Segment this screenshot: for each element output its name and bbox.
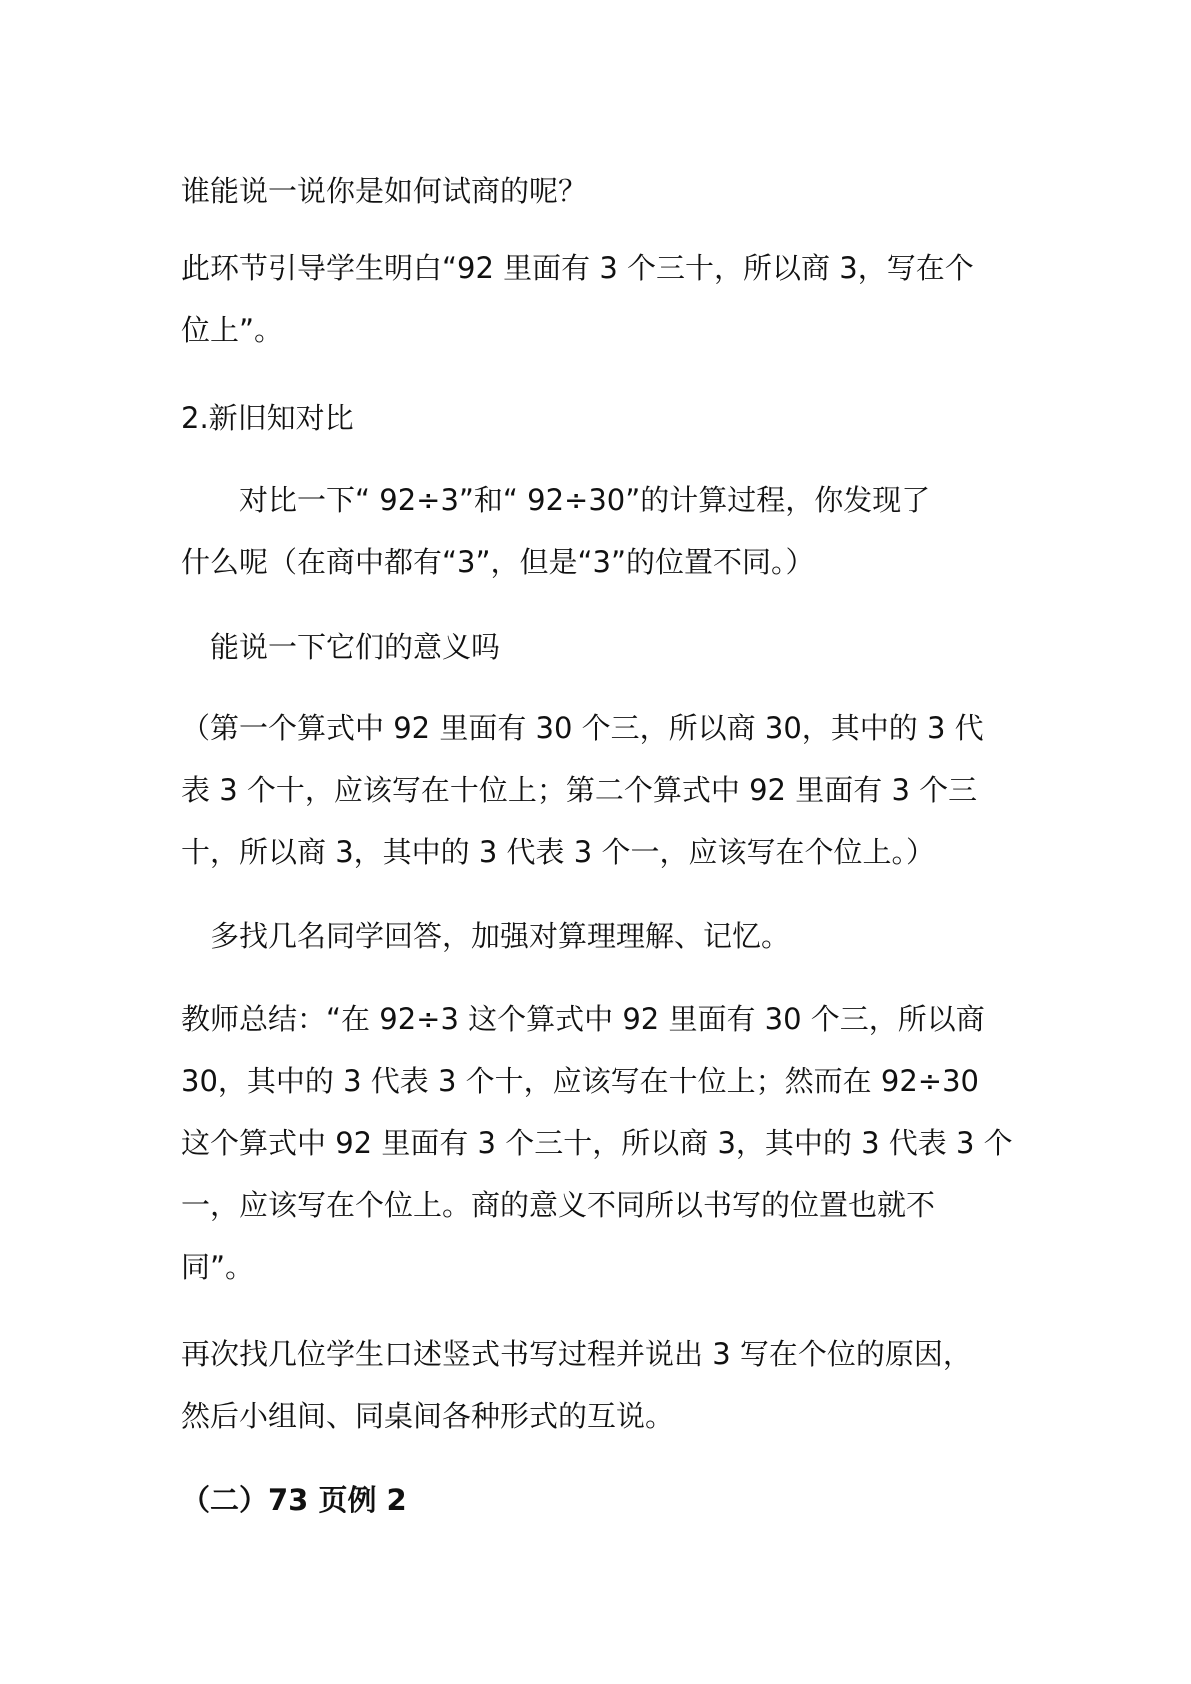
text-line: 能说一下它们的意义吗: [181, 630, 501, 664]
text-line: 什么呢（在商中都有“3”，但是“3”的位置不同。）: [181, 545, 815, 579]
text-line: 表 3 个十，应该写在十位上；第二个算式中 92 里面有 3 个三: [181, 773, 978, 807]
paragraph-guide-students: [181, 237, 1021, 361]
text-line: 同”。: [181, 1250, 255, 1284]
text-line: 教师总结：“在 92÷3 这个算式中 92 里面有 30 个三，所以商: [181, 1002, 985, 1036]
paragraph-more-students: [181, 905, 1021, 967]
text-line: 再次找几位学生口述竖式书写过程并说出 3 写在个位的原因，: [181, 1337, 972, 1371]
paragraph-oral-practice: [181, 1323, 1021, 1447]
section-heading-comparison: [181, 387, 1021, 449]
text-line: 2.新旧知对比: [181, 401, 354, 435]
text-line: 位上”。: [181, 313, 284, 347]
paragraph-meaning-explanation: [181, 697, 1021, 883]
text-line: 多找几名同学回答，加强对算理理解、记忆。: [181, 919, 791, 953]
text-line: 十，所以商 3，其中的 3 代表 3 个一，应该写在个位上。）: [181, 835, 935, 869]
paragraph-trial-quotient-question: [181, 160, 1021, 222]
text-line: 谁能说一说你是如何试商的呢？: [181, 174, 588, 208]
text-line: 这个算式中 92 里面有 3 个三十，所以商 3，其中的 3 代表 3 个: [181, 1126, 1013, 1160]
text-line: 30，其中的 3 代表 3 个十，应该写在十位上；然而在 92÷30: [181, 1064, 979, 1098]
paragraph-meaning-question: [181, 616, 1021, 678]
text-line: 一，应该写在个位上。商的意义不同所以书写的位置也就不: [181, 1188, 936, 1222]
section-heading-example-2: [181, 1469, 1021, 1531]
paragraph-compare-calculations: [181, 469, 1021, 593]
text-line: （二）73 页例 2: [181, 1483, 407, 1517]
text-line: 对比一下“ 92÷3”和“ 92÷30”的计算过程，你发现了: [181, 483, 931, 517]
text-line: （第一个算式中 92 里面有 30 个三，所以商 30，其中的 3 代: [181, 711, 984, 745]
text-line: 然后小组间、同桌间各种形式的互说。: [181, 1399, 675, 1433]
text-line: 此环节引导学生明白“92 里面有 3 个三十，所以商 3，写在个: [181, 251, 974, 285]
paragraph-teacher-summary: [181, 988, 1021, 1298]
